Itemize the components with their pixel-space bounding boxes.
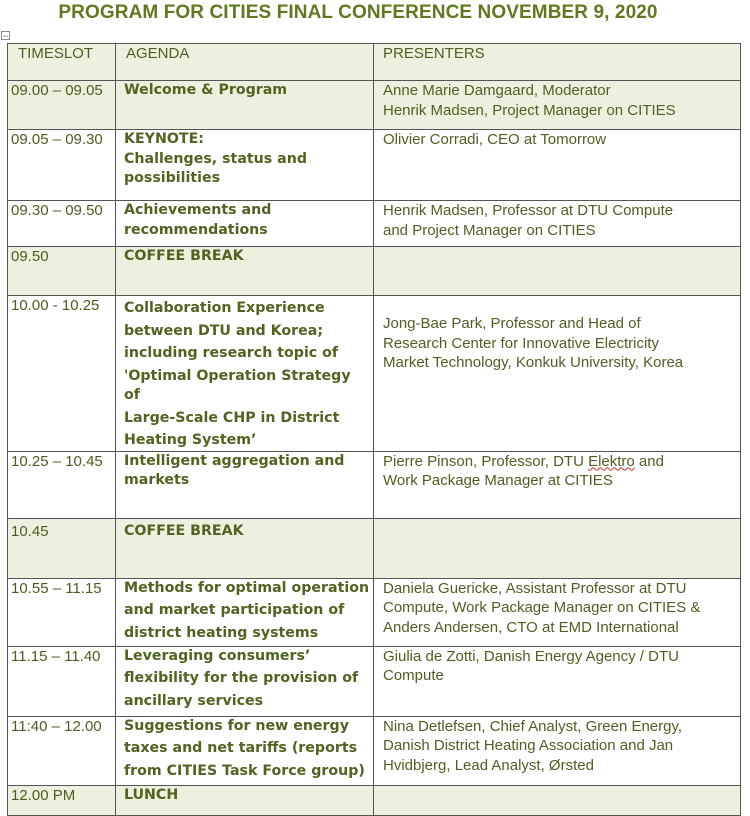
presenters-cell	[374, 785, 741, 815]
timeslot-cell: 10.55 – 11.15	[8, 578, 116, 646]
agenda-table	[7, 43, 741, 816]
table-row	[8, 296, 741, 452]
table-header-row	[8, 44, 741, 81]
timeslot-cell: 09.30 – 09.50	[8, 201, 116, 247]
table-row	[8, 518, 741, 578]
presenters-cell: Olivier Corradi, CEO at Tomorrow	[374, 130, 741, 201]
presenters-cell: Nina Detlefsen, Chief Analyst, Green Energy, Danish District Heating Association and Jan Hvidbjerg, Lead Analyst, Ørsted	[374, 716, 741, 785]
move-handle-icon[interactable]: ⇔	[2, 31, 10, 40]
presenters-cell: Pierre Pinson, Professor, DTU Elektro and Work Package Manager at CITIES	[374, 451, 741, 518]
timeslot-cell: 12.00 PM	[8, 785, 116, 815]
presenters-cell	[374, 247, 741, 296]
page-title: PROGRAM FOR CITIES FINAL CONFERENCE NOVEMBER 9, 2020	[58, 2, 658, 23]
table-row	[8, 785, 741, 815]
table-row	[8, 201, 741, 247]
timeslot-cell: 11.15 – 11.40	[8, 646, 116, 716]
timeslot-cell: 09.00 – 09.05	[8, 81, 116, 130]
spellcheck-word: Elektro	[588, 452, 635, 470]
table-row	[8, 716, 741, 785]
presenters-cell: Anne Marie Damgaard, Moderator Henrik Madsen, Project Manager on CITIES	[374, 81, 741, 130]
header-agenda: AGENDA	[116, 44, 374, 81]
table-row	[8, 578, 741, 646]
agenda-cell: Leveraging consumers’ flexibility for the provision of ancillary services	[116, 646, 374, 716]
agenda-cell: LUNCH	[116, 785, 374, 815]
timeslot-cell: 09.05 – 09.30	[8, 130, 116, 201]
table-row	[8, 451, 741, 518]
presenters-cell	[374, 518, 741, 578]
agenda-cell: Welcome & Program	[116, 81, 374, 130]
agenda-cell: Collaboration Experience between DTU and Korea; including research topic of 'Optimal Operation Strategy of Large-Scale CHP in District Heating System’	[116, 296, 374, 452]
timeslot-cell: 10.45	[8, 518, 116, 578]
timeslot-cell: 10.25 – 10.45	[8, 451, 116, 518]
agenda-cell: Achievements and recommendations	[116, 201, 374, 247]
table-row	[8, 646, 741, 716]
table-row	[8, 81, 741, 130]
timeslot-cell: 10.00 - 10.25	[8, 296, 116, 452]
header-timeslot: TIMESLOT	[8, 44, 116, 81]
agenda-cell: COFFEE BREAK	[116, 247, 374, 296]
presenters-cell: Jong-Bae Park, Professor and Head of Research Center for Innovative Electricity Market Technology, Konkuk University, Korea	[374, 296, 741, 452]
agenda-cell: KEYNOTE: Challenges, status and possibilities	[116, 130, 374, 201]
agenda-cell: Methods for optimal operation and market participation of district heating systems	[116, 578, 374, 646]
presenters-cell: Giulia de Zotti, Danish Energy Agency / DTU Compute	[374, 646, 741, 716]
agenda-cell: Intelligent aggregation and markets	[116, 451, 374, 518]
table-row	[8, 247, 741, 296]
presenters-cell: Henrik Madsen, Professor at DTU Compute and Project Manager on CITIES	[374, 201, 741, 247]
presenters-cell: Daniela Guericke, Assistant Professor at DTU Compute, Work Package Manager on CITIES & Anders Andersen, CTO at EMD International	[374, 578, 741, 646]
agenda-cell: Suggestions for new energy taxes and net tariffs (reports from CITIES Task Force group)	[116, 716, 374, 785]
header-presenters: PRESENTERS	[374, 44, 741, 81]
table-row	[8, 130, 741, 201]
timeslot-cell: 11:40 – 12.00	[8, 716, 116, 785]
timeslot-cell: 09.50	[8, 247, 116, 296]
agenda-cell: COFFEE BREAK	[116, 518, 374, 578]
